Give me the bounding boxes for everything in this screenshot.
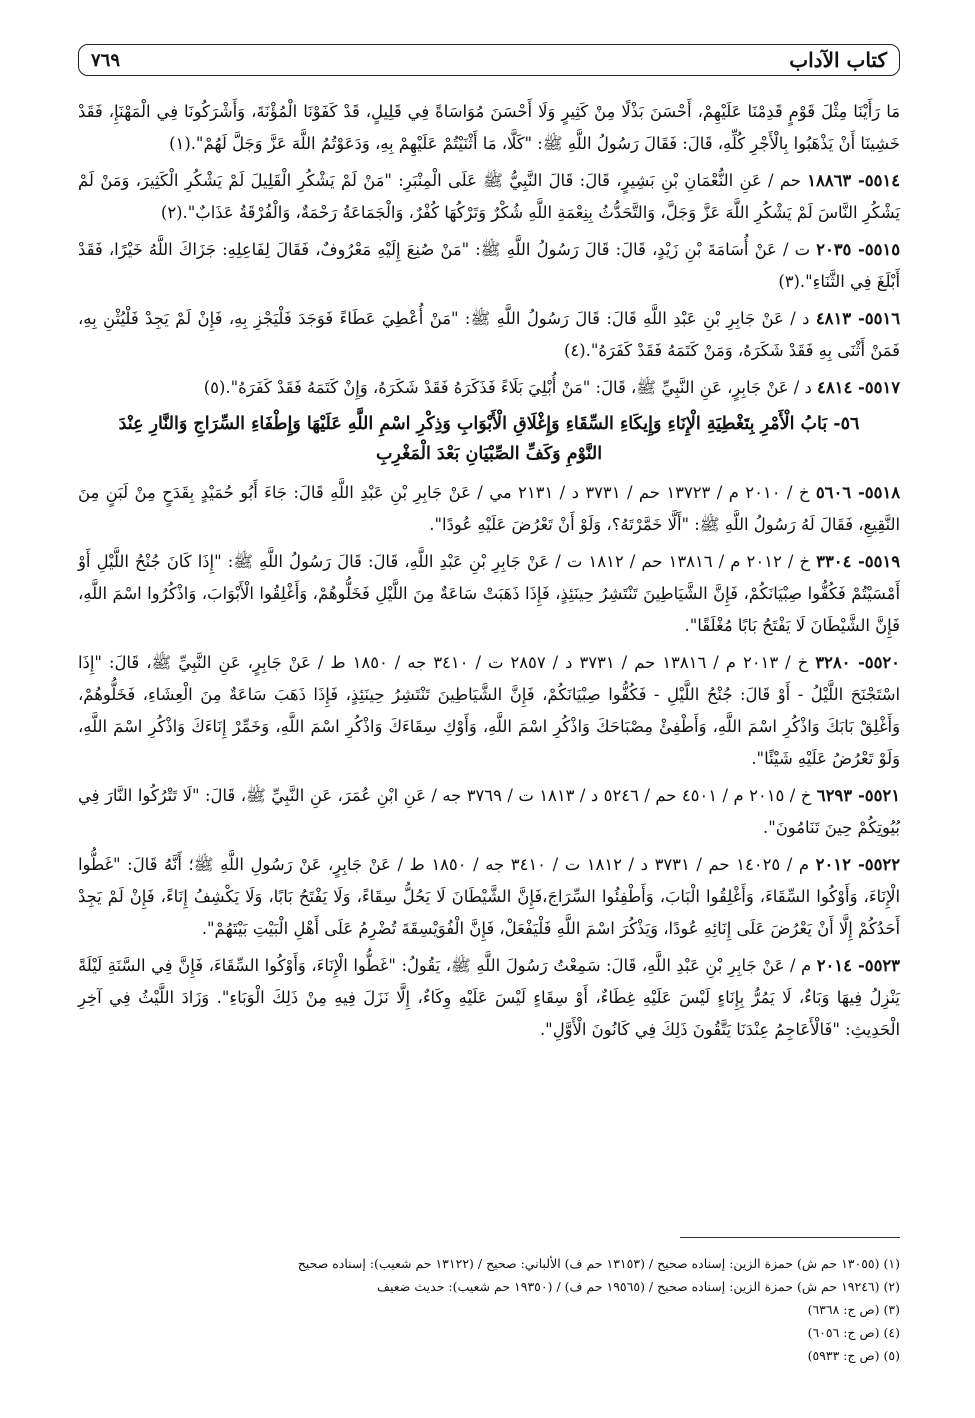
book-title: كتاب الآداب [789, 48, 887, 72]
footnote-divider [680, 1237, 900, 1238]
hadith-entry [78, 780, 900, 844]
continuation-paragraph: مَا رَأَيْنَا مِثْلَ قَوْمٍ قَدِمْنَا عَلَيْهِمْ، أَحْسَنَ بَذْلًا مِنْ كَثِيرٍ وَلَا أَحْسَنَ مُوَاسَاةً فِي قَلِيلٍ، قَدْ كَفَوْنَا الْمُؤْنَةَ، وَأَشْرَكُونَا فِي الْمَهْنَإِ، فَقَدْ خَشِينَا أَنْ يَذْهَبُوا بِالْأَجْرِ كُلِّهِ، قَالَ: فَقَالَ رَسُولُ اللَّهِ ﷺ: "كَلَّا، مَا أَثْنَيْتُمْ عَلَيْهِمْ بِهِ، وَدَعَوْتُمُ اللَّهَ عَزَّ وَجَلَّ لَهُمْ".(١) [78, 102, 900, 153]
page-number: ٧٦٩ [91, 49, 121, 71]
chapter-heading: ٥٦- بَابُ الْأَمْرِ بِتَغْطِيَةِ الْإِنَاءِ وَإِيكَاءِ السِّقَاءِ وَإِغْلَاقِ الْأَبْوَابِ وَذِكْرِ اسْمِ اللَّهِ عَلَيْهَا وَإِطْفَاءِ السِّرَاجِ وَالنَّارِ عِنْدَ النَّوْمِ وَكَفِّ الصِّبْيَانِ بَعْدَ الْمَغْرِبِ [118, 414, 860, 464]
hadith-entry [78, 647, 900, 775]
footnote: (٢) (١٩٢٤٦ حم ش) حمزة الزين: إسناده صحيح / (١٩٥٦٥ حم ف) / (١٩٣٥٠ حم شعيب): حديث ضعيف [377, 1279, 900, 1294]
hadith-text: ت / عَنْ أُسَامَةَ بْنِ زَيْدٍ، قَالَ: قَالَ رَسُولُ اللَّهِ ﷺ: "مَنْ صُنِعَ إِلَيْهِ مَعْرُوفٌ، فَقَالَ لِفَاعِلِهِ: جَزَاكَ اللَّهُ خَيْرًا، فَقَدْ أَبْلَغَ فِي الثَّنَاءِ".(٣) [78, 240, 900, 291]
hadith-text: حم / عَنِ النُّعْمَانِ بْنِ بَشِيرٍ، قَالَ: قَالَ النَّبِيُّ ﷺ عَلَى الْمِنْبَرِ: "مَنْ لَمْ يَشْكُرِ الْقَلِيلَ لَمْ يَشْكُرِ الْكَثِيرَ، وَمَنْ لَمْ يَشْكُرِ النَّاسَ لَمْ يَشْكُرِ اللَّهَ عَزَّ وَجَلَّ، وَالتَّحَدُّثُ بِنِعْمَةِ اللَّهِ شُكْرٌ وَتَرْكُهَا كُفْرٌ، وَالْجَمَاعَةُ رَحْمَةٌ، وَالْفُرْقَةُ عَذَابٌ".(٢) [78, 171, 900, 222]
hadith-entry [78, 165, 900, 229]
hadith-number: ٥٥١٧- ٤٨١٤ [817, 378, 900, 397]
hadith-number: ٥٥٢١- ٦٢٩٣ [816, 786, 900, 805]
hadith-entry [78, 303, 900, 367]
hadith-entry [78, 234, 900, 298]
hadith-number: ٥٥٢٢- ٢٠١٢ [815, 855, 900, 874]
hadith-entry [78, 950, 900, 1046]
footnote: (٥) (ص ج: ٥٩٣٣) [807, 1348, 900, 1363]
hadith-text: د / عَنْ جَابِرِ بْنِ عَبْدِ اللَّهِ قَالَ: قَالَ رَسُولُ اللَّهِ ﷺ: "مَنْ أُعْطِيَ عَطَاءً فَوَجَدَ فَلْيَجْزِ بِهِ، فَإِنْ لَمْ يَجِدْ فَلْيُثْنِ بِهِ، فَمَنْ أَثْنَى بِهِ فَقَدْ شَكَرَهُ، وَمَنْ كَتَمَهُ فَقَدْ كَفَرَهُ".(٤) [78, 309, 900, 360]
hadith-number: ٥٥١٤- ١٨٨٦٣ [807, 171, 900, 190]
hadith-number: ٥٥١٥- ٢٠٣٥ [816, 240, 900, 259]
hadith-entry [78, 372, 900, 404]
footnote: (٣) (ص ج: ٦٣٦٨) [807, 1302, 900, 1317]
footnotes [78, 1252, 900, 1367]
hadith-text: م / ١٤٠٢٥ حم / ٣٧٣١ د / ١٨١٢ ت / ٣٤١٠ جه / ١٨٥٠ ط / عَنْ جَابِرٍ، عَنْ رَسُولِ اللَّهِ ﷺ؛ أَنَّهُ قَالَ: "غَطُّوا الْإِنَاءَ، وَأَوْكُوا السِّقَاءَ، وَأَغْلِقُوا الْبَابَ، وَأَطْفِئُوا السِّرَاجَ،فَإِنَّ الشَّيْطَانَ لَا يَحُلُّ سِقَاءً، وَلَا يَفْتَحُ بَابًا، وَلَا يَكْشِفُ إِنَاءً، فَإِنْ لَمْ يَجِدْ أَحَدُكُمْ إِلَّا أَنْ يَعْرُضَ عَلَى إِنَائِهِ عُودًا، وَيَذْكُرَ اسْمَ اللَّهِ فَلْيَفْعَلْ، فَإِنَّ الْفُوَيْسِقَةَ تُضْرِمُ عَلَى أَهْلِ الْبَيْتِ بَيْتَهُمْ". [78, 855, 900, 938]
hadith-text: خ / ٢٠١٥ م / ٤٥٠١ حم / ٥٢٤٦ د / ١٨١٣ ت / ٣٧٦٩ جه / عَنِ ابْنِ عُمَرَ، عَنِ النَّبِيِّ ﷺ، قَالَ: "لَا تَتْرُكُوا النَّارَ فِي بُيُوتِكُمْ حِينَ تَنَامُونَ". [78, 786, 900, 837]
hadith-text: خ / ٢٠١٢ م / ١٣٨١٦ حم / ١٨١٢ ت / عَنْ جَابِرِ بْنِ عَبْدِ اللَّهِ، قَالَ: قَالَ رَسُولُ اللَّهِ ﷺ: "إِذَا كَانَ جُنْحُ اللَّيْلِ أَوْ أَمْسَيْتُمْ فَكُفُّوا صِبْيَانَكُمْ، فَإِنَّ الشَّيَاطِينَ تَنْتَشِرُ حِينَئِذٍ، فَإِذَا ذَهَبَتْ سَاعَةٌ مِنَ اللَّيْلِ فَخَلُّوهُمْ، وَأَغْلِقُوا الْأَبْوَابَ، وَاذْكُرُوا اسْمَ اللَّهِ، فَإِنَّ الشَّيْطَانَ لَا يَفْتَحُ بَابًا مُغْلَقًا". [78, 552, 900, 635]
hadith-number: ٥٥١٦- ٤٨١٣ [815, 309, 900, 328]
hadith-entry [78, 849, 900, 945]
hadith-number: ٥٥٢٣- ٢٠١٤ [816, 956, 900, 975]
hadith-number: ٥٥١٩- ٣٣٠٤ [816, 552, 900, 571]
hadith-text: خ / ٢٠١٣ م / ١٣٨١٦ حم / ٣٧٣١ د / ٢٨٥٧ ت / ٣٤١٠ جه / ١٨٥٠ ط / عَنْ جَابِرٍ، عَنِ النَّبِيِّ ﷺ، قَالَ: "إِذَا اسْتَجْنَحَ اللَّيْلُ - أَوْ قَالَ: جُنْحُ اللَّيْلِ - فَكُفُّوا صِبْيَانَكُمْ، فَإِنَّ الشَّيَاطِينَ تَنْتَشِرُ حِينَئِذٍ، فَإِذَا ذَهَبَ سَاعَةٌ مِنَ الْعِشَاءِ، فَخَلُّوهُمْ، وَأَغْلِقْ بَابَكَ وَاذْكُرِ اسْمَ اللَّهِ، وَأَطْفِئْ مِصْبَاحَكَ وَاذْكُرِ اسْمَ اللَّهِ، وَأَوْكِ سِقَاءَكَ وَاذْكُرِ اسْمَ اللَّهِ، وَخَمِّرْ إِنَاءَكَ وَاذْكُرِ اسْمَ اللَّهِ، وَلَوْ تَعْرُضُ عَلَيْهِ شَيْئًا". [78, 653, 900, 768]
hadith-number: ٥٥٢٠- ٣٢٨٠ [815, 653, 900, 672]
hadith-entry [78, 546, 900, 642]
page-header [78, 44, 900, 76]
hadith-text: د / عَنْ جَابِرٍ، عَنِ النَّبِيِّ ﷺ، قَالَ: "مَنْ أُبْلِيَ بَلَاءً فَذَكَرَهُ فَقَدْ شَكَرَهُ، وَإِنْ كَتَمَهُ فَقَدْ كَفَرَهُ".(٥) [203, 378, 818, 397]
hadith-text: خ / ٢٠١٠ م / ١٣٧٢٣ حم / ٣٧٣١ د / ٢١٣١ مي / عَنْ جَابِرِ بْنِ عَبْدِ اللَّهِ قَالَ: جَاءَ أَبُو حُمَيْدٍ بِقَدَحٍ مِنْ لَبَنٍ مِنَ النَّقِيعِ، فَقَالَ لَهُ رَسُولُ اللَّهِ ﷺ: "أَلَّا خَمَّرْتَهُ؟، وَلَوْ أَنْ تَعْرُضَ عَلَيْهِ عُودًا". [78, 483, 900, 534]
hadith-text: م / عَنْ جَابِرِ بْنِ عَبْدِ اللَّهِ، قَالَ: سَمِعْتُ رَسُولَ اللَّهِ ﷺ، يَقُولُ: "غَطُّوا الْإِنَاءَ، وَأَوْكُوا السِّقَاءَ، فَإِنَّ فِي السَّنَةِ لَيْلَةً يَنْزِلُ فِيهَا وَبَاءٌ، لَا يَمُرُّ بِإِنَاءٍ لَيْسَ عَلَيْهِ غِطَاءٌ، أَوْ سِقَاءٍ لَيْسَ عَلَيْهِ وِكَاءٌ، إِلَّا نَزَلَ فِيهِ مِنْ ذَلِكَ الْوَبَاءِ". وَزَادَ اللَّيْثُ فِي آخِرِ الْحَدِيثِ: "فَالْأَعَاجِمُ عِنْدَنَا يَتَّقُونَ ذَلِكَ فِي كَانُونَ الْأَوَّلِ". [78, 956, 900, 1039]
page-body [78, 96, 900, 1051]
hadith-number: ٥٥١٨- ٥٦٠٦ [815, 483, 900, 502]
hadith-entry [78, 477, 900, 541]
footnote: (١) (١٣٠٥٥ حم ش) حمزة الزين: إسناده صحيح / (١٣١٥٣ حم ف) الألباني: صحيح / (١٣١٢٢ حم شعيب): إسناده صحيح [297, 1256, 900, 1271]
footnote: (٤) (ص ج: ٦٠٥٦) [807, 1325, 900, 1340]
